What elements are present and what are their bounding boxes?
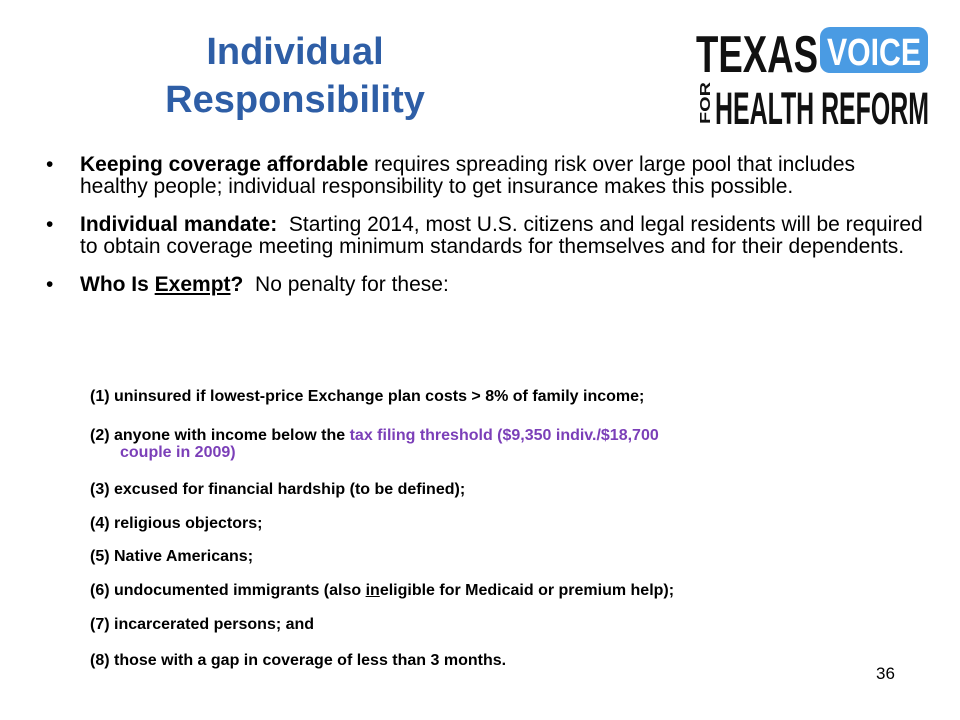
bullet-mandate: [46, 213, 929, 258]
exemption-6: [90, 582, 890, 599]
slide-title-line1: Individual: [206, 31, 384, 73]
bullet-exempt-prefix: Who Is: [80, 273, 155, 296]
bullet-mandate-bold: Individual mandate:: [80, 213, 278, 236]
logo-texas: TEXAS: [696, 26, 818, 84]
exemption-5: (5) Native Americans;: [90, 548, 254, 565]
exemption-1: (1) uninsured if lowest-price Exchange plan costs > 8% of family income;: [90, 388, 645, 405]
exemption-6-prefix: (6) undocumented immigrants (also: [90, 582, 366, 599]
exemption-7: (7) incarcerated persons; and: [90, 616, 315, 633]
exemption-2-threshold: tax filing threshold ($9,350 indiv./$18,700: [349, 427, 659, 444]
exemption-3: (3) excused for financial hardship (to be defined);: [90, 481, 466, 498]
page-number: 36: [876, 664, 895, 683]
slide-title: [110, 28, 480, 124]
exemption-8: (8) those with a gap in coverage of less than 3 months.: [90, 652, 507, 669]
logo-voice: VOICE: [827, 32, 921, 74]
logo-for: FOR: [697, 92, 714, 124]
exemption-4: (4) religious objectors;: [90, 515, 263, 532]
exemption-6-suffix: eligible for Medicaid or premium help);: [379, 582, 675, 599]
bullet-exempt-text: No penalty for these:: [243, 273, 449, 296]
bullet-affordable-bold: Keeping coverage affordable: [80, 153, 369, 176]
exemption-6-underlined: in: [365, 582, 380, 599]
bullet-exempt-underlined: Exempt: [154, 273, 231, 296]
bullet-affordable-text: requires spreading risk over large pool that includes healthy people; individual responsibility to get insurance makes this possible.: [80, 153, 856, 198]
slide-title-line2: Responsibility: [165, 79, 425, 121]
bullet-exempt-suffix: ?: [230, 273, 244, 296]
texas-voice-logo: [693, 20, 933, 128]
exemption-2-threshold-cont: couple in 2009): [120, 444, 236, 461]
bullet-mandate-text: Starting 2014, most U.S. citizens and legal residents will be required to obtain coverage meeting minimum standards for themselves and for their dependents.: [80, 213, 929, 258]
bullet-exempt: [46, 274, 926, 296]
bullet-list: [46, 153, 929, 312]
bullet-affordable: [46, 154, 926, 198]
bullet-exempt-bold: [80, 273, 243, 296]
logo-health-reform: HEALTH REFORM: [715, 83, 929, 128]
bullet-dot: •: [46, 213, 54, 236]
bullet-dot: •: [46, 273, 54, 296]
bullet-dot: •: [46, 153, 54, 176]
exemption-2-prefix: (2) anyone with income below the: [90, 427, 350, 444]
exemption-2: [90, 427, 890, 461]
